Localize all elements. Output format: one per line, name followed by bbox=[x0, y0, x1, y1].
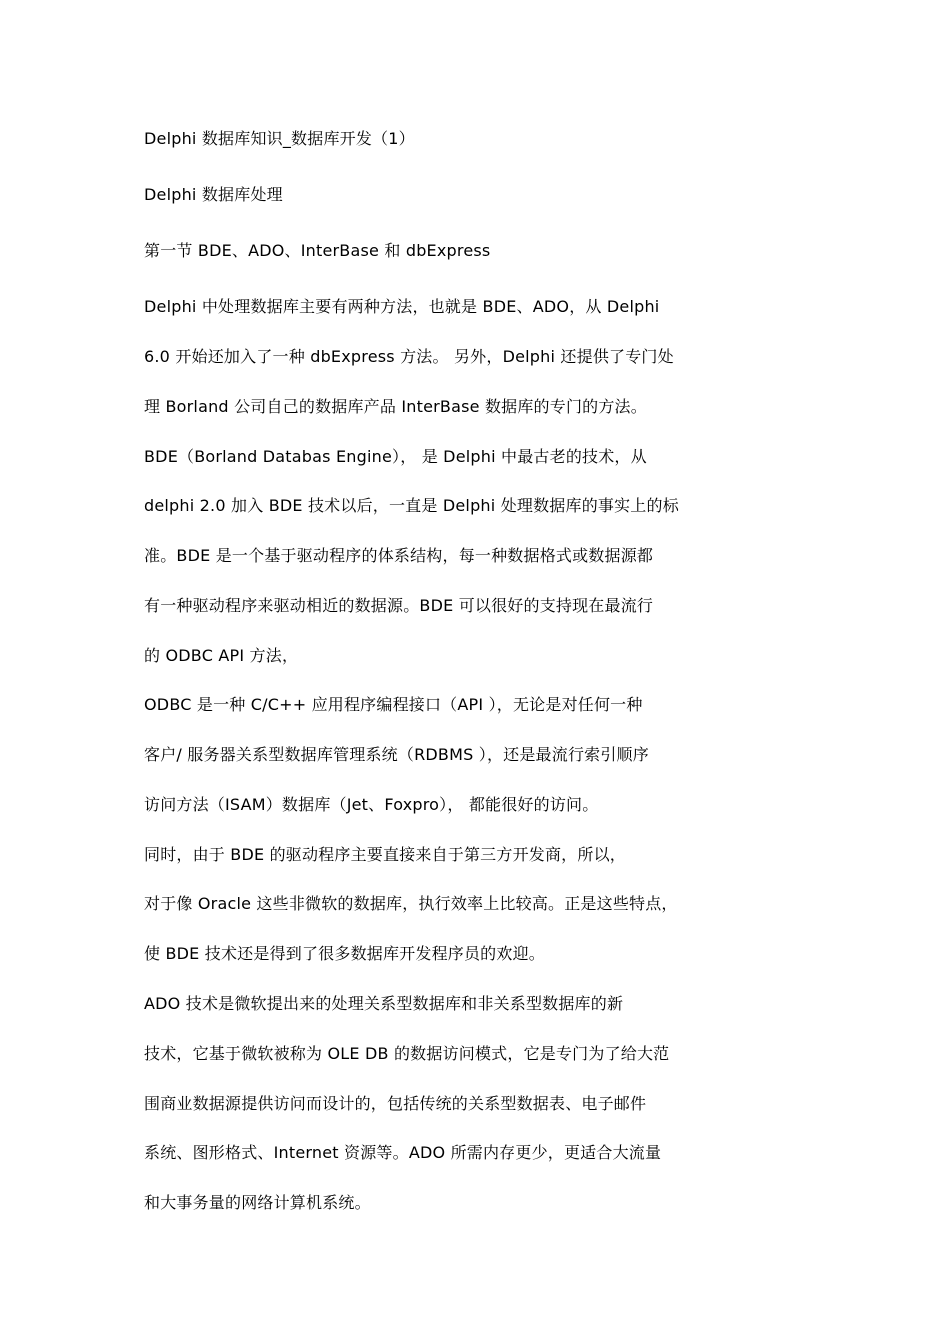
paragraph-line: 使 BDE 技术还是得到了很多数据库开发程序员的欢迎。 bbox=[144, 944, 545, 963]
paragraph-line: delphi 2.0 加入 BDE 技术以后，一直是 Delphi 处理数据库的事实上的标 bbox=[144, 496, 679, 515]
paragraph-line: 同时，由于 BDE 的驱动程序主要直接来自于第三方开发商，所以， bbox=[144, 845, 626, 864]
paragraph-line: 围商业数据源提供访问而设计的，包括传统的关系型数据表、电子邮件 bbox=[144, 1094, 647, 1113]
section-heading: Delphi 数据库处理 bbox=[144, 185, 283, 204]
document-title: Delphi 数据库知识_数据库开发（1） bbox=[144, 129, 415, 148]
paragraph-line: BDE（Borland Databas Engine）， 是 Delphi 中最古老的技术，从 bbox=[144, 447, 647, 466]
paragraph-line: 有一种驱动程序来驱动相近的数据源。BDE 可以很好的支持现在最流行 bbox=[144, 596, 654, 615]
paragraph-line: ADO 技术是微软提出来的处理关系型数据库和非关系型数据库的新 bbox=[144, 994, 624, 1013]
paragraph-line: 准。BDE 是一个基于驱动程序的体系结构，每一种数据格式或数据源都 bbox=[144, 546, 654, 565]
paragraph-line: 系统、图形格式、Internet 资源等。ADO 所需内存更少，更适合大流量 bbox=[144, 1143, 662, 1162]
paragraph-line: 对于像 Oracle 这些非微软的数据库，执行效率上比较高。正是这些特点， bbox=[144, 894, 678, 913]
paragraph-line: 6.0 开始还加入了一种 dbExpress 方法。 另外，Delphi 还提供了专门处 bbox=[144, 347, 674, 366]
paragraph-line: ODBC 是一种 C/C++ 应用程序编程接口（API ），无论是对任何一种 bbox=[144, 695, 643, 714]
paragraph-line: 客户/ 服务器关系型数据库管理系统（RDBMS ），还是最流行索引顺序 bbox=[144, 745, 649, 764]
paragraph-line: 和大事务量的网络计算机系统。 bbox=[144, 1193, 371, 1212]
paragraph-line: 访问方法（ISAM）数据库（Jet、Foxpro）， 都能很好的访问。 bbox=[144, 795, 599, 814]
paragraph-line: 理 Borland 公司自己的数据库产品 InterBase 数据库的专门的方法。 bbox=[144, 397, 647, 416]
paragraph-line: 技术，它基于微软被称为 OLE DB 的数据访问模式，它是专门为了给大范 bbox=[144, 1044, 670, 1063]
subsection-heading: 第一节 BDE、ADO、InterBase 和 dbExpress bbox=[144, 241, 491, 260]
paragraph-line: Delphi 中处理数据库主要有两种方法，也就是 BDE、ADO，从 Delphi bbox=[144, 297, 660, 316]
paragraph-line: 的 ODBC API 方法， bbox=[144, 646, 299, 665]
